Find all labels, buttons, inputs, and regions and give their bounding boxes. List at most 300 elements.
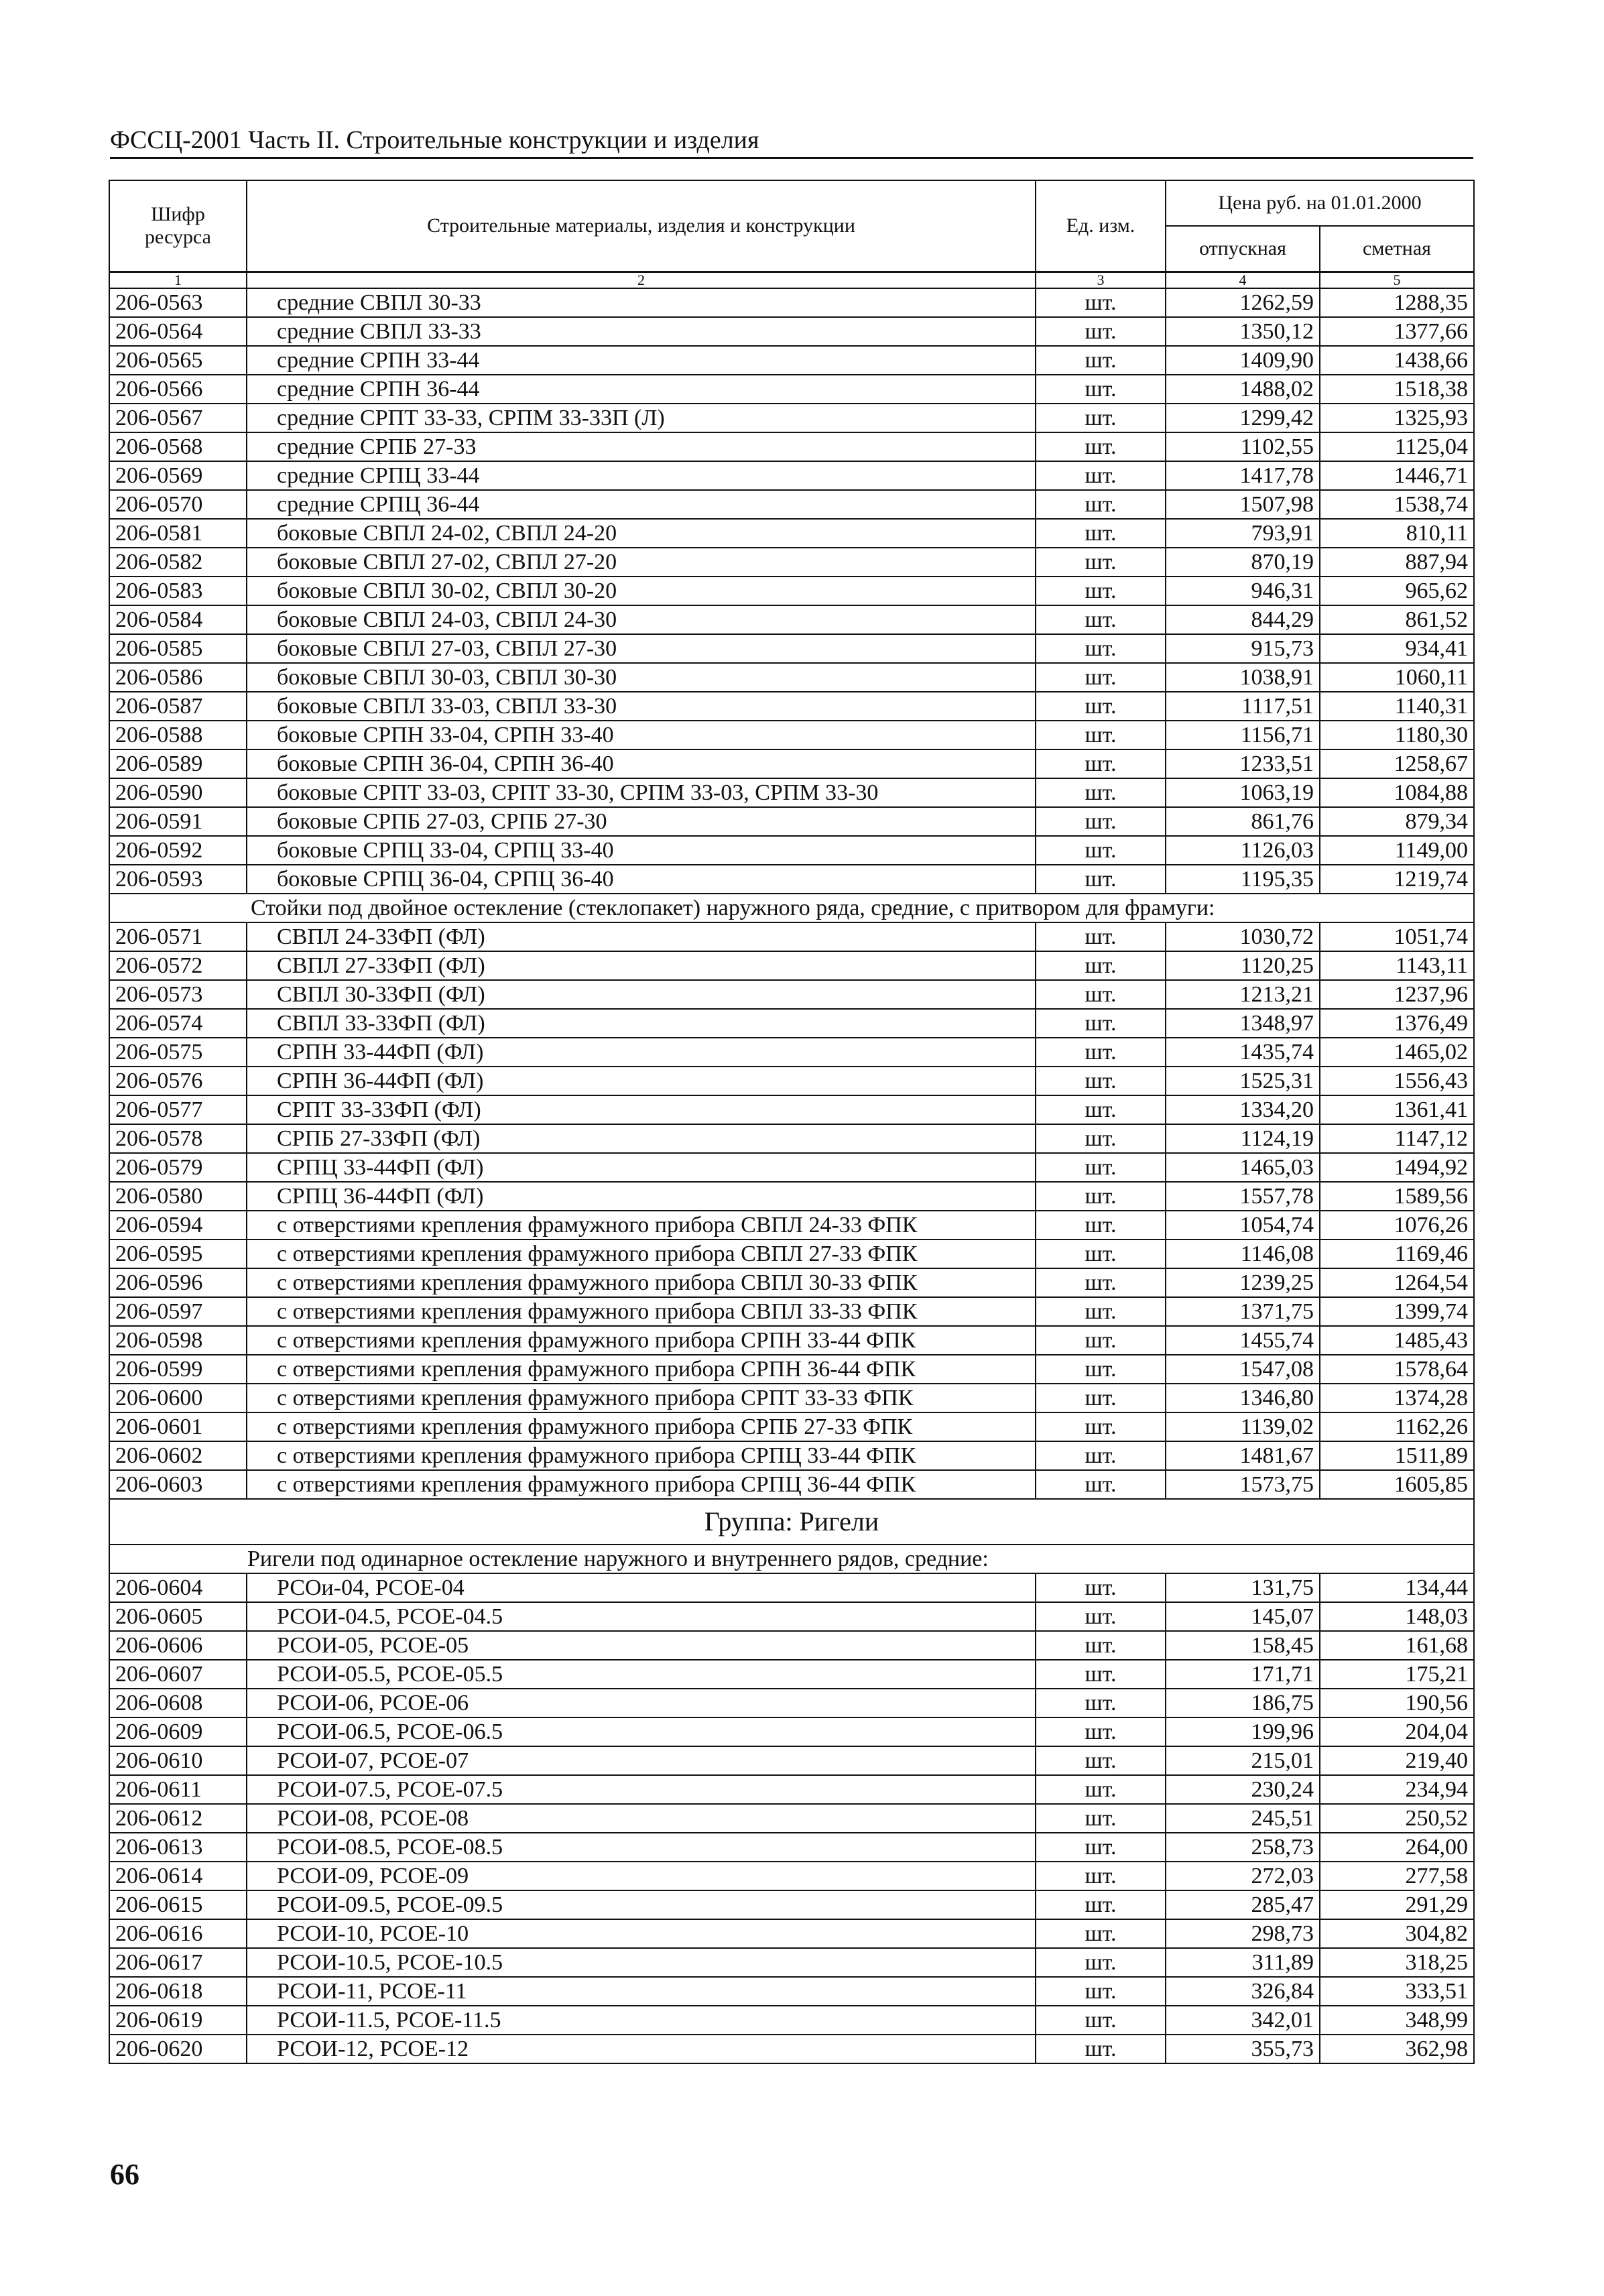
resource-code: 206-0595 (109, 1240, 247, 1268)
estimate-price: 1361,41 (1320, 1095, 1474, 1124)
resource-code: 206-0607 (109, 1660, 247, 1689)
estimate-price: 277,58 (1320, 1862, 1474, 1890)
table-row (109, 432, 1474, 461)
release-price: 1507,98 (1166, 490, 1320, 519)
estimate-price: 1180,30 (1320, 721, 1474, 749)
release-price: 870,19 (1166, 548, 1320, 577)
material-name: средние СРПБ 27-33 (247, 432, 1036, 461)
resource-code: 206-0573 (109, 980, 247, 1009)
table-row (109, 634, 1474, 663)
release-price: 186,75 (1166, 1689, 1320, 1717)
material-name: РСОИ-05, РСОЕ-05 (247, 1631, 1036, 1660)
material-name: с отверстиями крепления фрамужного прибора СРПН 36-44 ФПК (247, 1355, 1036, 1384)
table-row (109, 461, 1474, 490)
release-price: 793,91 (1166, 519, 1320, 548)
table-row (109, 1211, 1474, 1240)
subheading-b-section (109, 894, 1474, 922)
release-price: 1481,67 (1166, 1441, 1320, 1470)
table-row (109, 1441, 1474, 1470)
estimate-price: 348,99 (1320, 2006, 1474, 2035)
table-row (109, 1268, 1474, 1297)
release-price: 1525,31 (1166, 1067, 1320, 1095)
material-name: боковые СВПЛ 24-03, СВПЛ 24-30 (247, 605, 1036, 634)
rows-section-a (109, 288, 1474, 894)
release-price: 298,73 (1166, 1919, 1320, 1948)
unit-cell: шт. (1036, 980, 1166, 1009)
resource-code: 206-0579 (109, 1153, 247, 1182)
unit-cell: шт. (1036, 836, 1166, 865)
table-row (109, 1689, 1474, 1717)
unit-cell: шт. (1036, 951, 1166, 980)
release-price: 230,24 (1166, 1775, 1320, 1804)
material-name: средние СРПТ 33-33, СРПМ 33-33П (Л) (247, 404, 1036, 432)
release-price: 861,76 (1166, 807, 1320, 836)
release-price: 1465,03 (1166, 1153, 1320, 1182)
estimate-price: 1084,88 (1320, 778, 1474, 807)
release-price: 1038,91 (1166, 663, 1320, 692)
unit-cell: шт. (1036, 1977, 1166, 2006)
table-row (109, 692, 1474, 721)
resource-code: 206-0611 (109, 1775, 247, 1804)
table-row (109, 1919, 1474, 1948)
material-name: РСОИ-09, РСОЕ-09 (247, 1862, 1036, 1890)
resource-code: 206-0569 (109, 461, 247, 490)
table-row (109, 2006, 1474, 2035)
estimate-price: 1578,64 (1320, 1355, 1474, 1384)
table-row (109, 1573, 1474, 1602)
table-row (109, 1412, 1474, 1441)
col-name-header: Строительные материалы, изделия и конструкции (247, 180, 1036, 272)
resource-code: 206-0604 (109, 1573, 247, 1602)
unit-cell: шт. (1036, 1573, 1166, 1602)
unit-cell: шт. (1036, 1268, 1166, 1297)
unit-cell: шт. (1036, 1804, 1166, 1833)
page-number: 66 (110, 2158, 139, 2191)
estimate-price: 879,34 (1320, 807, 1474, 836)
release-price: 1334,20 (1166, 1095, 1320, 1124)
unit-cell: шт. (1036, 1095, 1166, 1124)
table-row (109, 1038, 1474, 1067)
material-name: средние СРПН 33-44 (247, 346, 1036, 375)
release-price: 1233,51 (1166, 749, 1320, 778)
table-row (109, 375, 1474, 404)
estimate-price: 1465,02 (1320, 1038, 1474, 1067)
release-price: 158,45 (1166, 1631, 1320, 1660)
unit-cell: шт. (1036, 1067, 1166, 1095)
unit-cell: шт. (1036, 749, 1166, 778)
estimate-price: 1237,96 (1320, 980, 1474, 1009)
estimate-price: 1399,74 (1320, 1297, 1474, 1326)
resource-code: 206-0583 (109, 577, 247, 605)
col-price-header: Цена руб. на 01.01.2000 (1166, 180, 1474, 226)
release-price: 1299,42 (1166, 404, 1320, 432)
material-name: СРПТ 33-33ФП (ФЛ) (247, 1095, 1036, 1124)
table-row (109, 951, 1474, 980)
resource-code: 206-0587 (109, 692, 247, 721)
material-name: боковые СВПЛ 30-02, СВПЛ 30-20 (247, 577, 1036, 605)
col-unit-header: Ед. изм. (1036, 180, 1166, 272)
resource-code: 206-0597 (109, 1297, 247, 1326)
estimate-price: 234,94 (1320, 1775, 1474, 1804)
col-number: 1 (109, 272, 247, 289)
unit-cell: шт. (1036, 432, 1166, 461)
estimate-price: 1149,00 (1320, 836, 1474, 865)
material-name: боковые СРПБ 27-03, СРПБ 27-30 (247, 807, 1036, 836)
unit-cell: шт. (1036, 1297, 1166, 1326)
release-price: 1371,75 (1166, 1297, 1320, 1326)
resource-code: 206-0566 (109, 375, 247, 404)
unit-cell: шт. (1036, 2006, 1166, 2035)
table-row (109, 2035, 1474, 2063)
material-name: средние СРПЦ 33-44 (247, 461, 1036, 490)
table-row (109, 1631, 1474, 1660)
release-price: 915,73 (1166, 634, 1320, 663)
material-name: боковые СРПН 36-04, СРПН 36-40 (247, 749, 1036, 778)
material-name: с отверстиями крепления фрамужного прибора СРПЦ 36-44 ФПК (247, 1470, 1036, 1499)
release-price: 1120,25 (1166, 951, 1320, 980)
release-price: 285,47 (1166, 1890, 1320, 1919)
subheading-c: Ригели под одинарное остекление наружного и внутреннего рядов, средние: (109, 1545, 1474, 1573)
estimate-price: 190,56 (1320, 1689, 1474, 1717)
material-name: с отверстиями крепления фрамужного прибора СВПЛ 27-33 ФПК (247, 1240, 1036, 1268)
resource-code: 206-0591 (109, 807, 247, 836)
estimate-price: 1605,85 (1320, 1470, 1474, 1499)
estimate-price: 1125,04 (1320, 432, 1474, 461)
resource-code: 206-0596 (109, 1268, 247, 1297)
estimate-price: 1076,26 (1320, 1211, 1474, 1240)
release-price: 1547,08 (1166, 1355, 1320, 1384)
material-name: СРПЦ 36-44ФП (ФЛ) (247, 1182, 1036, 1211)
estimate-price: 204,04 (1320, 1717, 1474, 1746)
estimate-price: 1511,89 (1320, 1441, 1474, 1470)
material-name: СВПЛ 33-33ФП (ФЛ) (247, 1009, 1036, 1038)
unit-cell: шт. (1036, 1470, 1166, 1499)
resource-code: 206-0589 (109, 749, 247, 778)
table-row (109, 1717, 1474, 1746)
resource-code: 206-0598 (109, 1326, 247, 1355)
release-price: 1213,21 (1166, 980, 1320, 1009)
resource-code: 206-0584 (109, 605, 247, 634)
material-name: РСОИ-09.5, РСОЕ-09.5 (247, 1890, 1036, 1919)
table-row (109, 1153, 1474, 1182)
unit-cell: шт. (1036, 1182, 1166, 1211)
unit-cell: шт. (1036, 1384, 1166, 1412)
release-price: 1139,02 (1166, 1412, 1320, 1441)
release-price: 342,01 (1166, 2006, 1320, 2035)
estimate-price: 887,94 (1320, 548, 1474, 577)
release-price: 1417,78 (1166, 461, 1320, 490)
estimate-price: 1219,74 (1320, 865, 1474, 894)
unit-cell: шт. (1036, 1326, 1166, 1355)
release-price: 171,71 (1166, 1660, 1320, 1689)
release-price: 1348,97 (1166, 1009, 1320, 1038)
unit-cell: шт. (1036, 1211, 1166, 1240)
unit-cell: шт. (1036, 1919, 1166, 1948)
unit-cell: шт. (1036, 577, 1166, 605)
estimate-price: 1374,28 (1320, 1384, 1474, 1412)
material-name: боковые СВПЛ 24-02, СВПЛ 24-20 (247, 519, 1036, 548)
release-price: 1350,12 (1166, 317, 1320, 346)
table-row (109, 1948, 1474, 1977)
table-row (109, 1124, 1474, 1153)
resource-code: 206-0603 (109, 1470, 247, 1499)
release-price: 1126,03 (1166, 836, 1320, 865)
resource-code: 206-0574 (109, 1009, 247, 1038)
table-row (109, 1297, 1474, 1326)
release-price: 199,96 (1166, 1717, 1320, 1746)
col-number: 3 (1036, 272, 1166, 289)
resource-code: 206-0613 (109, 1833, 247, 1862)
release-price: 1195,35 (1166, 865, 1320, 894)
table-row (109, 778, 1474, 807)
table-row (109, 1862, 1474, 1890)
unit-cell: шт. (1036, 1890, 1166, 1919)
material-name: РСОИ-11, РСОЕ-11 (247, 1977, 1036, 2006)
material-name: СВПЛ 30-33ФП (ФЛ) (247, 980, 1036, 1009)
resource-code: 206-0617 (109, 1948, 247, 1977)
estimate-price: 291,29 (1320, 1890, 1474, 1919)
resource-code: 206-0575 (109, 1038, 247, 1067)
resource-code: 206-0567 (109, 404, 247, 432)
estimate-price: 1518,38 (1320, 375, 1474, 404)
estimate-price: 161,68 (1320, 1631, 1474, 1660)
unit-cell: шт. (1036, 2035, 1166, 2063)
table-row (109, 1890, 1474, 1919)
resource-code: 206-0564 (109, 317, 247, 346)
resource-code: 206-0590 (109, 778, 247, 807)
material-name: РСОИ-10.5, РСОЕ-10.5 (247, 1948, 1036, 1977)
unit-cell: шт. (1036, 375, 1166, 404)
resource-code: 206-0619 (109, 2006, 247, 2035)
rows-section-c (109, 1573, 1474, 2063)
unit-cell: шт. (1036, 807, 1166, 836)
estimate-price: 861,52 (1320, 605, 1474, 634)
unit-cell: шт. (1036, 634, 1166, 663)
table-row (109, 980, 1474, 1009)
material-name: РСОИ-10, РСОЕ-10 (247, 1919, 1036, 1948)
unit-cell: шт. (1036, 404, 1166, 432)
unit-cell: шт. (1036, 922, 1166, 951)
unit-cell: шт. (1036, 1441, 1166, 1470)
estimate-price: 175,21 (1320, 1660, 1474, 1689)
material-name: РСОИ-08, РСОЕ-08 (247, 1804, 1036, 1833)
material-name: боковые СРПН 33-04, СРПН 33-40 (247, 721, 1036, 749)
release-price: 1146,08 (1166, 1240, 1320, 1268)
estimate-price: 1376,49 (1320, 1009, 1474, 1038)
estimate-price: 1162,26 (1320, 1412, 1474, 1441)
material-name: боковые СВПЛ 33-03, СВПЛ 33-30 (247, 692, 1036, 721)
resource-code: 206-0609 (109, 1717, 247, 1746)
release-price: 258,73 (1166, 1833, 1320, 1862)
material-name: с отверстиями крепления фрамужного прибора СРПН 33-44 ФПК (247, 1326, 1036, 1355)
table-row (109, 1775, 1474, 1804)
material-name: с отверстиями крепления фрамужного прибора СВПЛ 30-33 ФПК (247, 1268, 1036, 1297)
unit-cell: шт. (1036, 1038, 1166, 1067)
resource-code: 206-0581 (109, 519, 247, 548)
material-name: с отверстиями крепления фрамужного прибора СРПБ 27-33 ФПК (247, 1412, 1036, 1441)
unit-cell: шт. (1036, 1948, 1166, 1977)
unit-cell: шт. (1036, 1240, 1166, 1268)
estimate-price: 1169,46 (1320, 1240, 1474, 1268)
table-row (109, 1355, 1474, 1384)
release-price: 1346,80 (1166, 1384, 1320, 1412)
release-price: 1117,51 (1166, 692, 1320, 721)
table-row (109, 317, 1474, 346)
estimate-price: 1051,74 (1320, 922, 1474, 951)
unit-cell: шт. (1036, 519, 1166, 548)
resource-code: 206-0585 (109, 634, 247, 663)
table-row (109, 1067, 1474, 1095)
unit-cell: шт. (1036, 490, 1166, 519)
table-row (109, 1804, 1474, 1833)
resource-code: 206-0599 (109, 1355, 247, 1384)
unit-cell: шт. (1036, 1355, 1166, 1384)
resource-code: 206-0602 (109, 1441, 247, 1470)
unit-cell: шт. (1036, 1660, 1166, 1689)
estimate-price: 219,40 (1320, 1746, 1474, 1775)
material-name: средние СВПЛ 30-33 (247, 288, 1036, 317)
estimate-price: 134,44 (1320, 1573, 1474, 1602)
estimate-price: 1485,43 (1320, 1326, 1474, 1355)
material-name: с отверстиями крепления фрамужного прибора СВПЛ 24-33 ФПК (247, 1211, 1036, 1240)
release-price: 1557,78 (1166, 1182, 1320, 1211)
table-row (109, 577, 1474, 605)
material-name: РСОи-04, РСОЕ-04 (247, 1573, 1036, 1602)
release-price: 1030,72 (1166, 922, 1320, 951)
release-price: 311,89 (1166, 1948, 1320, 1977)
unit-cell: шт. (1036, 1689, 1166, 1717)
unit-cell: шт. (1036, 1833, 1166, 1862)
estimate-price: 1446,71 (1320, 461, 1474, 490)
material-name: средние СРПН 36-44 (247, 375, 1036, 404)
release-price: 272,03 (1166, 1862, 1320, 1890)
material-name: РСОИ-04.5, РСОЕ-04.5 (247, 1602, 1036, 1631)
estimate-price: 148,03 (1320, 1602, 1474, 1631)
col-code-header: Шифр ресурса (109, 180, 247, 272)
resource-code: 206-0580 (109, 1182, 247, 1211)
unit-cell: шт. (1036, 605, 1166, 634)
material-name: СВПЛ 24-33ФП (ФЛ) (247, 922, 1036, 951)
rows-section-b (109, 922, 1474, 1499)
table-row (109, 1182, 1474, 1211)
resource-code: 206-0582 (109, 548, 247, 577)
estimate-price: 318,25 (1320, 1948, 1474, 1977)
resource-code: 206-0592 (109, 836, 247, 865)
table-row (109, 807, 1474, 836)
unit-cell: шт. (1036, 346, 1166, 375)
resource-code: 206-0610 (109, 1746, 247, 1775)
resource-code: 206-0614 (109, 1862, 247, 1890)
table-row (109, 1977, 1474, 2006)
material-name: с отверстиями крепления фрамужного прибора СВПЛ 33-33 ФПК (247, 1297, 1036, 1326)
unit-cell: шт. (1036, 1775, 1166, 1804)
estimate-price: 1060,11 (1320, 663, 1474, 692)
unit-cell: шт. (1036, 1717, 1166, 1746)
resource-code: 206-0620 (109, 2035, 247, 2063)
resource-code: 206-0586 (109, 663, 247, 692)
resource-code: 206-0588 (109, 721, 247, 749)
table-row (109, 749, 1474, 778)
material-name: боковые СВПЛ 30-03, СВПЛ 30-30 (247, 663, 1036, 692)
table-row (109, 1660, 1474, 1689)
table-row (109, 1095, 1474, 1124)
unit-cell: шт. (1036, 548, 1166, 577)
resource-code: 206-0576 (109, 1067, 247, 1095)
table-row (109, 404, 1474, 432)
material-name: средние СВПЛ 33-33 (247, 317, 1036, 346)
resource-code: 206-0618 (109, 1977, 247, 2006)
unit-cell: шт. (1036, 865, 1166, 894)
release-price: 946,31 (1166, 577, 1320, 605)
group-c-section (109, 1499, 1474, 1573)
material-name: боковые СВПЛ 27-02, СВПЛ 27-20 (247, 548, 1036, 577)
resource-code: 206-0563 (109, 288, 247, 317)
table-row (109, 865, 1474, 894)
estimate-price: 1140,31 (1320, 692, 1474, 721)
release-price: 131,75 (1166, 1573, 1320, 1602)
material-name: РСОИ-08.5, РСОЕ-08.5 (247, 1833, 1036, 1862)
unit-cell: шт. (1036, 778, 1166, 807)
release-price: 1054,74 (1166, 1211, 1320, 1240)
release-price: 844,29 (1166, 605, 1320, 634)
unit-cell: шт. (1036, 1009, 1166, 1038)
table-row (109, 519, 1474, 548)
estimate-price: 250,52 (1320, 1804, 1474, 1833)
estimate-price: 1143,11 (1320, 951, 1474, 980)
resource-code: 206-0616 (109, 1919, 247, 1948)
table-row (109, 922, 1474, 951)
unit-cell: шт. (1036, 288, 1166, 317)
resource-code: 206-0570 (109, 490, 247, 519)
table-row (109, 663, 1474, 692)
material-name: РСОИ-12, РСОЕ-12 (247, 2035, 1036, 2063)
release-price: 1409,90 (1166, 346, 1320, 375)
material-name: боковые СРПЦ 36-04, СРПЦ 36-40 (247, 865, 1036, 894)
resource-code: 206-0572 (109, 951, 247, 980)
table-row (109, 836, 1474, 865)
resource-code: 206-0565 (109, 346, 247, 375)
resource-code: 206-0612 (109, 1804, 247, 1833)
material-name: СРПБ 27-33ФП (ФЛ) (247, 1124, 1036, 1153)
table-row (109, 288, 1474, 317)
estimate-price: 1325,93 (1320, 404, 1474, 432)
unit-cell: шт. (1036, 1124, 1166, 1153)
release-price: 1455,74 (1166, 1326, 1320, 1355)
estimate-price: 1538,74 (1320, 490, 1474, 519)
resource-code: 206-0605 (109, 1602, 247, 1631)
estimate-price: 1258,67 (1320, 749, 1474, 778)
material-name: РСОИ-05.5, РСОЕ-05.5 (247, 1660, 1036, 1689)
estimate-price: 264,00 (1320, 1833, 1474, 1862)
table-row (109, 1384, 1474, 1412)
group-heading: Группа: Ригели (109, 1499, 1474, 1545)
material-name: РСОИ-06, РСОЕ-06 (247, 1689, 1036, 1717)
estimate-price: 1264,54 (1320, 1268, 1474, 1297)
release-price: 1435,74 (1166, 1038, 1320, 1067)
table-row (109, 548, 1474, 577)
release-price: 326,84 (1166, 1977, 1320, 2006)
material-name: РСОИ-06.5, РСОЕ-06.5 (247, 1717, 1036, 1746)
table-row (109, 605, 1474, 634)
table-row (109, 1009, 1474, 1038)
release-price: 1239,25 (1166, 1268, 1320, 1297)
unit-cell: шт. (1036, 1153, 1166, 1182)
table-row (109, 721, 1474, 749)
material-name: средние СРПЦ 36-44 (247, 490, 1036, 519)
release-price: 1488,02 (1166, 375, 1320, 404)
estimate-price: 1494,92 (1320, 1153, 1474, 1182)
material-name: РСОИ-11.5, РСОЕ-11.5 (247, 2006, 1036, 2035)
